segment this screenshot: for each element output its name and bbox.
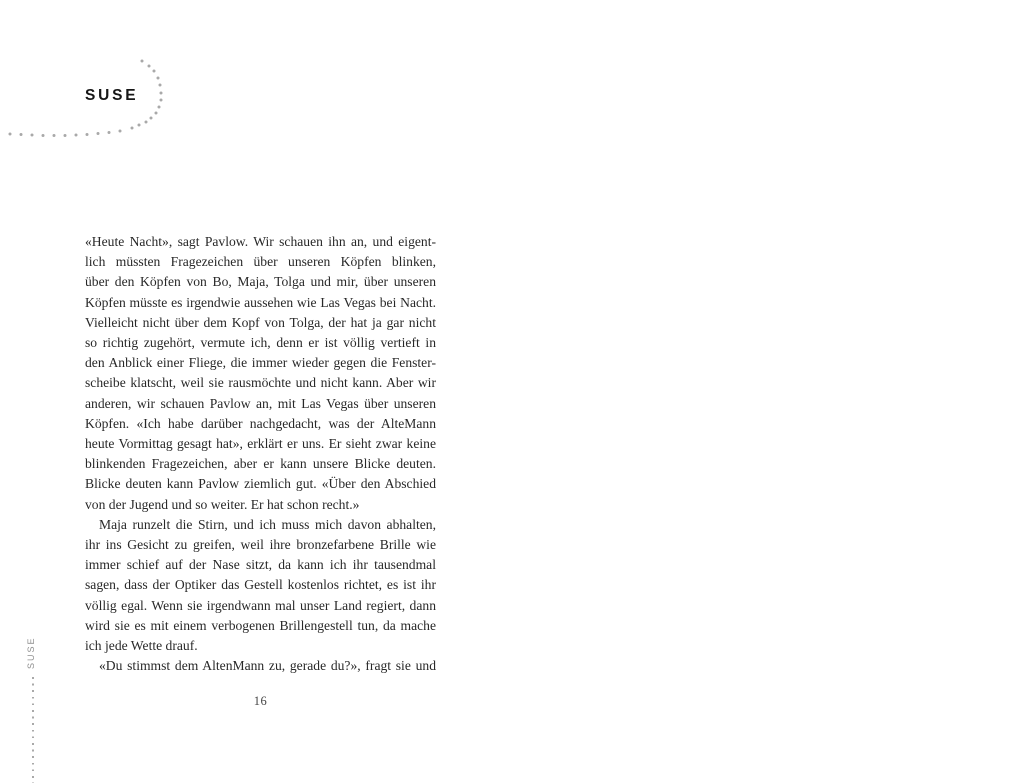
text-line: immer schief auf der Nase sitzt, da kann ich ihr tausendmal bbox=[85, 557, 436, 573]
text-line: Vielleicht nicht über dem Kopf von Tolga, der hat ja gar nicht bbox=[85, 314, 436, 330]
text-line: «Du stimmst dem AltenMann zu, gerade du?», fragt sie und bbox=[99, 658, 436, 674]
text-line: Blicke deuten kann Pavlow ziemlich gut. «Über den Abschied bbox=[85, 476, 436, 492]
left-text-block bbox=[85, 232, 436, 676]
text-line: den Anblick einer Fliege, die immer wieder gegen die Fenster- bbox=[85, 355, 436, 371]
text-line: anderen, wir schauen Pavlow an, mit Las Vegas über unseren bbox=[85, 395, 436, 411]
page-number-left: 16 bbox=[253, 694, 268, 708]
text-line: so richtig zugehört, vermute ich, denn er ist völlig vertieft in bbox=[85, 335, 436, 351]
text-line: über den Köpfen von Bo, Maja, Tolga und mir, über unseren bbox=[85, 274, 436, 290]
page-right bbox=[510, 0, 1020, 783]
text-line: «Heute Nacht», sagt Pavlow. Wir schauen ihn an, und eigent- bbox=[85, 234, 436, 249]
text-line: ihr ins Gesicht zu greifen, weil ihre bronzefarbene Brille wie bbox=[85, 537, 436, 553]
text-line: Köpfen müsste es irgendwie aussehen wie Las Vegas bei Nacht. bbox=[85, 294, 436, 310]
text-line: wird sie es mit einem verbogenen Brillengestell tun, da mache bbox=[85, 617, 436, 633]
margin-dotted-line-left bbox=[32, 677, 34, 783]
text-line: heute Vormittag gesagt hat», erklärt er uns. Er sieht zwar keine bbox=[85, 436, 436, 452]
text-line: scheibe klatscht, weil sie rausmöchte und nicht kann. Aber wir bbox=[85, 375, 436, 391]
text-line: Köpfen. «Ich habe darüber nachgedacht, was der AlteMann bbox=[85, 415, 436, 431]
text-line: sagen, dass der Optiker das Gestell kostenlos richtet, es ist ihr bbox=[85, 577, 436, 593]
text-line: Maja runzelt die Stirn, und ich muss mich davon abhalten, bbox=[99, 516, 436, 532]
text-line: lich müssten Fragezeichen über unseren Köpfen blinken, bbox=[85, 254, 436, 270]
text-line: ich jede Wette drauf. bbox=[85, 638, 198, 654]
text-line: völlig egal. Wenn sie irgendwann mal unser Land regiert, dann bbox=[85, 597, 436, 613]
text-line: blinkenden Fragezeichen, aber er kann unsere Blicke deuten. bbox=[85, 456, 436, 472]
text-line: von der Jugend und so weiter. Er hat schon recht.» bbox=[85, 496, 360, 512]
chapter-title: SUSE bbox=[85, 87, 139, 104]
margin-label-left: SUSE bbox=[26, 636, 36, 670]
